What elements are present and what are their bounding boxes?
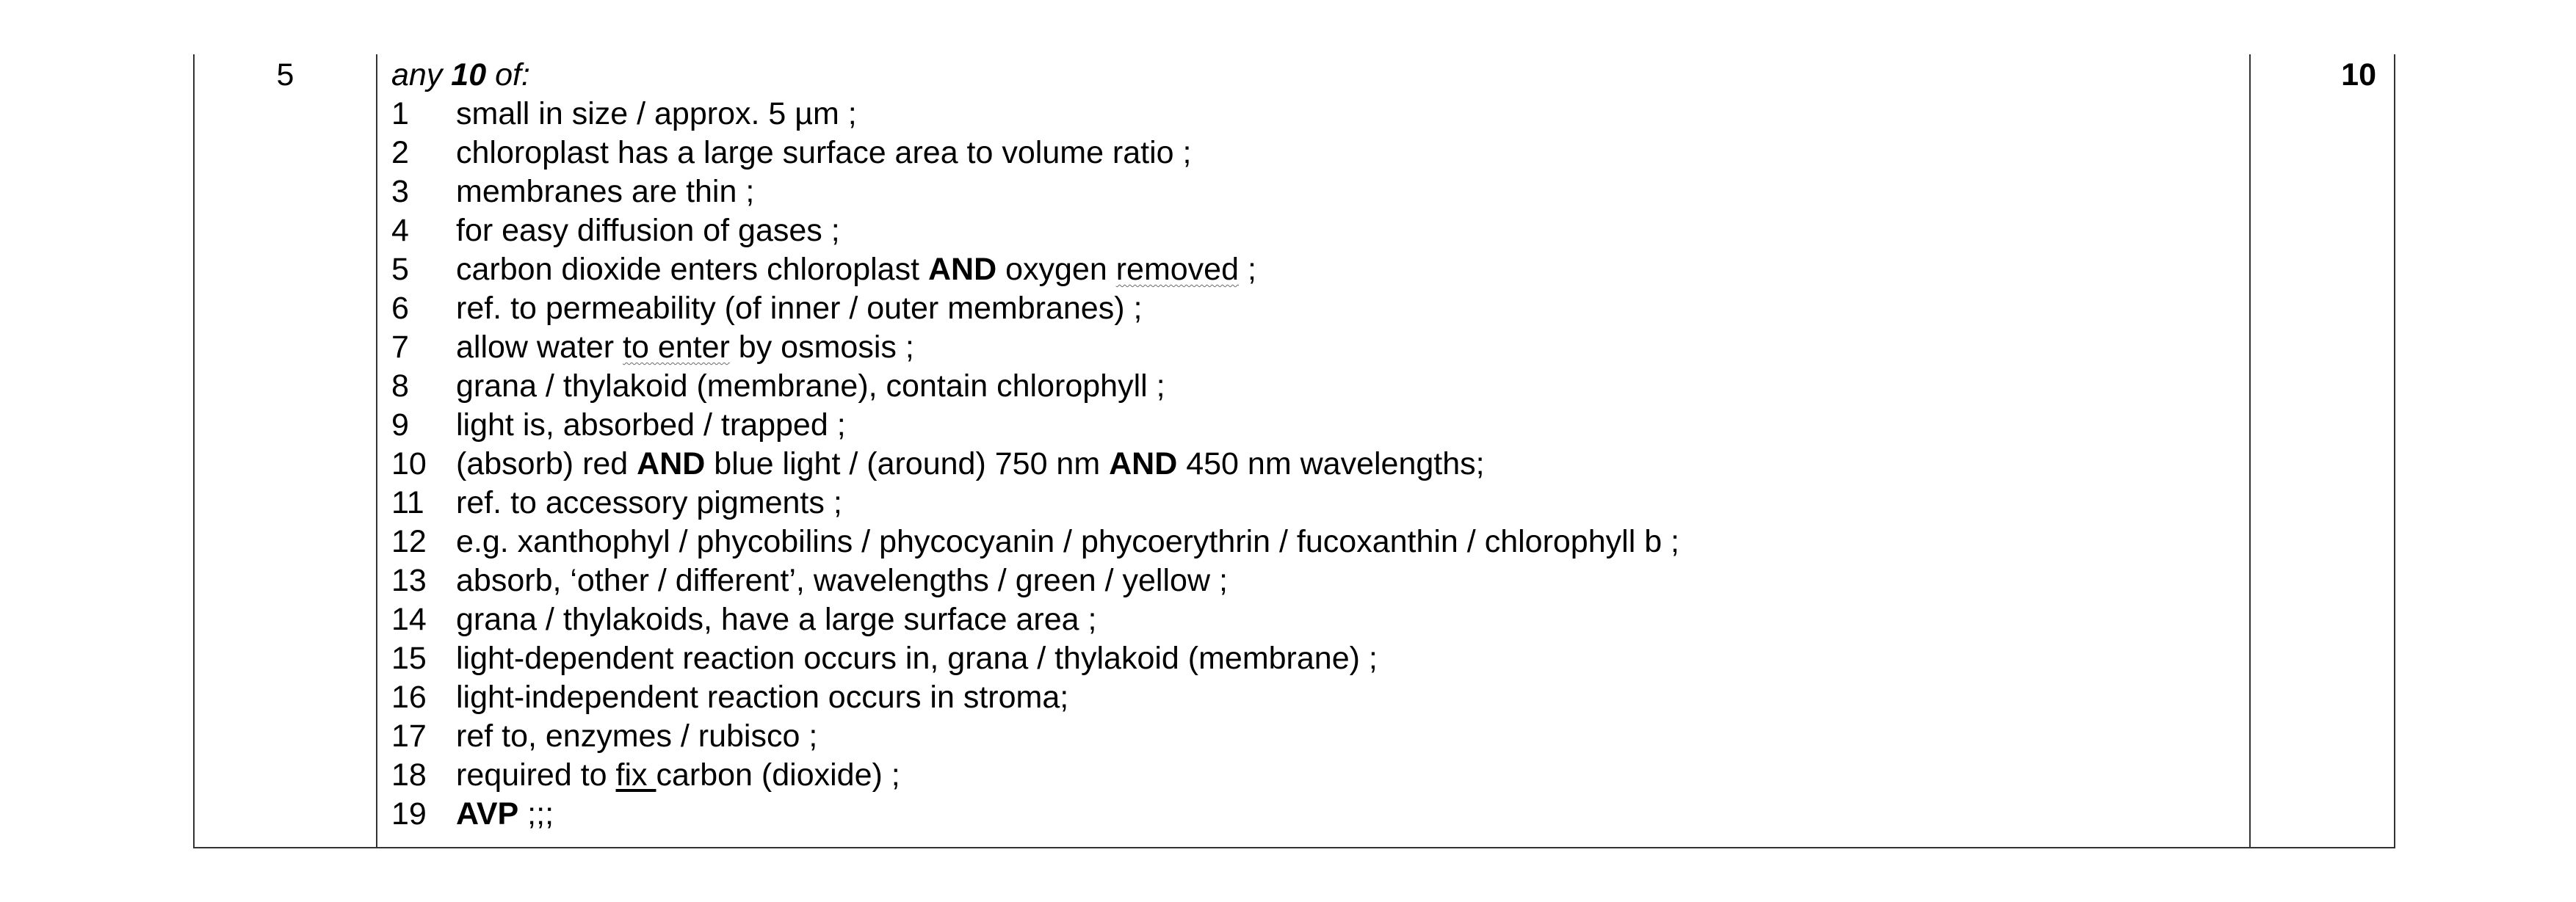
point-keyword: AVP <box>456 796 519 832</box>
point-number: 2 <box>391 135 409 170</box>
intro-count: 10 <box>451 57 487 92</box>
mark-point <box>391 406 2418 445</box>
point-text: light-independent reaction occurs in stroma; <box>456 680 1069 715</box>
mark-point <box>391 95 2418 134</box>
point-text: grana / thylakoid (membrane), contain chlorophyll ; <box>456 368 1165 404</box>
point-number: 17 <box>391 719 427 754</box>
point-text-part: required to <box>456 757 616 793</box>
point-text-part: by osmosis ; <box>729 330 914 365</box>
point-text-part: carbon dioxide enters chloroplast <box>456 252 928 287</box>
mark-point <box>391 289 2418 328</box>
point-number: 12 <box>391 524 427 559</box>
point-keyword: AND <box>927 252 997 287</box>
point-text <box>456 756 900 795</box>
point-number: 9 <box>391 407 409 443</box>
point-number: 18 <box>391 757 427 793</box>
point-number: 6 <box>391 291 409 326</box>
mark-point <box>391 600 2418 639</box>
answer-intro <box>391 56 2418 95</box>
point-number: 7 <box>391 330 409 365</box>
mark-scheme-table <box>193 54 2395 848</box>
point-text-part: carbon (dioxide) ; <box>656 757 900 793</box>
point-number: 16 <box>391 680 427 715</box>
point-number: 19 <box>391 796 427 832</box>
mark-point <box>391 445 2418 484</box>
point-number: 10 <box>391 446 427 481</box>
point-number: 1 <box>391 96 409 131</box>
mark-point <box>391 561 2418 600</box>
point-text: grana / thylakoids, have a large surface area ; <box>456 602 1097 637</box>
mark-point <box>391 484 2418 523</box>
point-number: 3 <box>391 174 409 209</box>
mark-point <box>391 639 2418 678</box>
point-text: chloroplast has a large surface area to volume ratio ; <box>456 135 1192 170</box>
point-keyword: AND <box>637 446 706 481</box>
point-number: 14 <box>391 602 427 637</box>
mark-point <box>391 211 2418 250</box>
mark-point <box>391 250 2418 289</box>
point-number: 11 <box>391 485 424 520</box>
answer-cell <box>391 56 2418 834</box>
point-text: light-dependent reaction occurs in, grana / thylakoid (membrane) ; <box>456 641 1378 676</box>
point-text-part: ; <box>1239 252 1256 287</box>
point-text: ref. to permeability (of inner / outer membranes) ; <box>456 291 1143 326</box>
mark-point <box>391 523 2418 561</box>
point-text <box>456 795 554 834</box>
marks-value: 10 <box>2341 57 2376 92</box>
mark-point <box>391 172 2418 211</box>
point-text-part: ;;; <box>518 796 554 832</box>
point-text: light is, absorbed / trapped ; <box>456 407 846 443</box>
mark-point <box>391 134 2418 172</box>
point-text-part: (absorb) red <box>456 446 637 481</box>
point-text-flagged: to enter <box>623 330 730 365</box>
intro-prefix: any <box>391 57 452 92</box>
point-keyword: AND <box>1109 446 1178 481</box>
point-number: 13 <box>391 563 427 598</box>
mark-point <box>391 678 2418 717</box>
point-number: 4 <box>391 213 409 248</box>
point-number: 8 <box>391 368 409 404</box>
column-divider-left <box>376 54 377 847</box>
point-text: membranes are thin ; <box>456 174 755 209</box>
question-number: 5 <box>276 57 294 92</box>
point-text-part: blue light / (around) 750 nm <box>705 446 1110 481</box>
mark-point <box>391 717 2418 756</box>
point-text-flagged: removed <box>1115 252 1240 287</box>
point-text: e.g. xanthophyl / phycobilins / phycocyanin / phycoerythrin / fucoxanthin / chlorophyll b ; <box>456 524 1679 559</box>
point-text-underlined: fix <box>615 757 656 793</box>
point-text <box>456 445 1485 484</box>
intro-suffix: of: <box>486 57 530 92</box>
mark-point <box>391 756 2418 795</box>
point-text: absorb, ‘other / different’, wavelengths / green / yellow ; <box>456 563 1228 598</box>
point-text: small in size / approx. 5 µm ; <box>456 96 857 131</box>
point-text: for easy diffusion of gases ; <box>456 213 840 248</box>
point-text: ref to, enzymes / rubisco ; <box>456 719 818 754</box>
point-number: 5 <box>391 252 409 287</box>
mark-point <box>391 328 2418 367</box>
mark-point <box>391 367 2418 406</box>
point-text <box>456 328 914 367</box>
point-text <box>456 250 1256 289</box>
mark-point <box>391 795 2418 834</box>
point-text-part: allow water <box>456 330 623 365</box>
point-text: ref. to accessory pigments ; <box>456 485 842 520</box>
point-number: 15 <box>391 641 427 676</box>
point-text-part: oxygen <box>996 252 1116 287</box>
point-text-part: 450 nm wavelengths; <box>1177 446 1485 481</box>
